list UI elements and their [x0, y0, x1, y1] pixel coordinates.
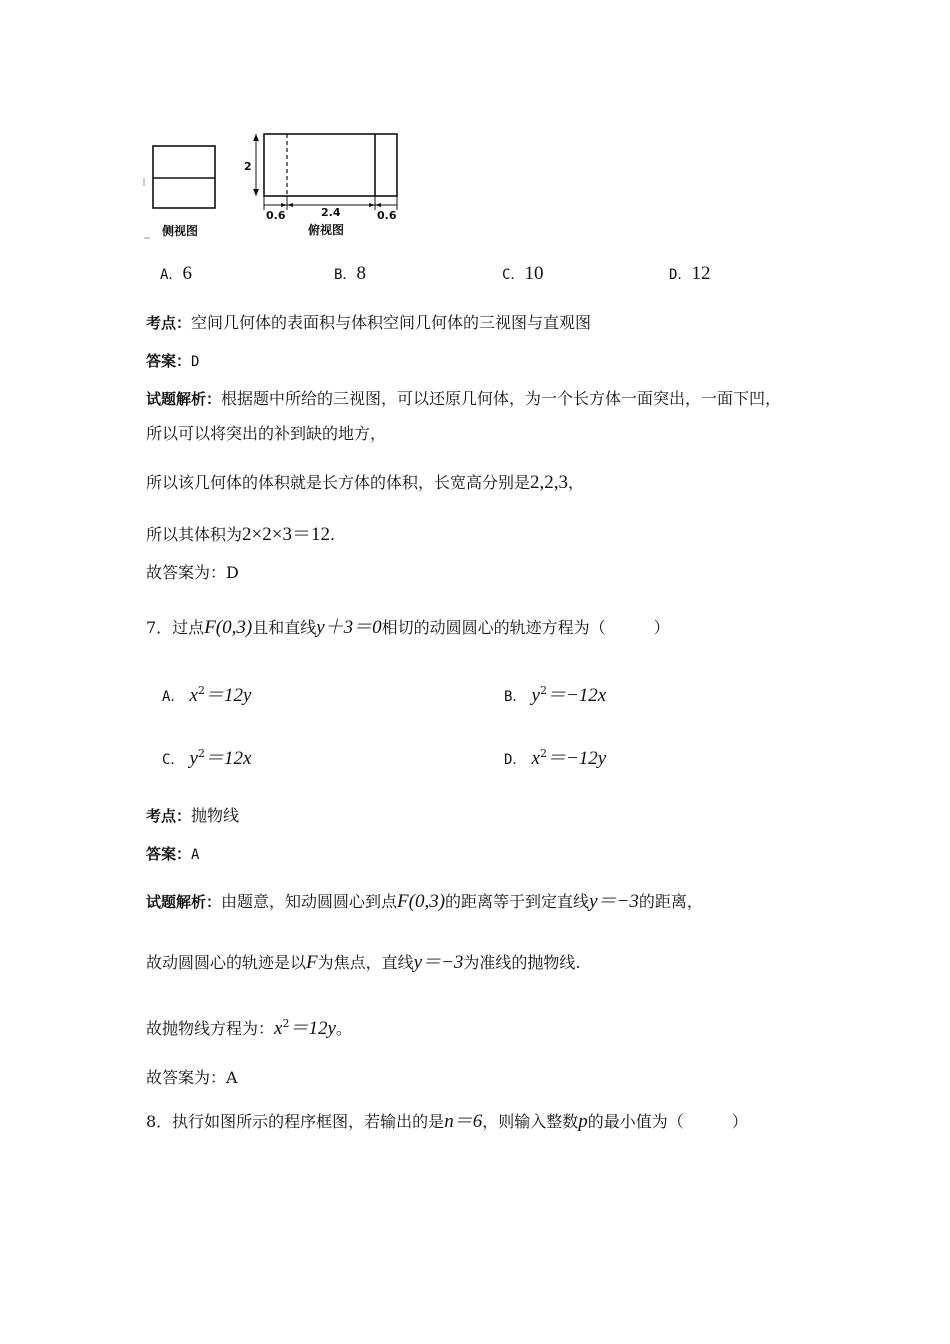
option-value: 8: [356, 263, 366, 284]
option-rhs: ＝−12x: [546, 685, 607, 706]
q6-option-b: [334, 263, 366, 285]
q7-analysis-line1: [146, 892, 703, 912]
option-rhs: ＝12y: [204, 685, 252, 706]
kaodian-label: 考点：: [146, 314, 192, 332]
option-lhs: y: [189, 748, 198, 769]
q6-final-answer: [146, 563, 239, 583]
q7-option-c: [162, 743, 251, 770]
stem-math-point: F(0,3): [204, 617, 253, 638]
dim-left-label: 0.6: [266, 209, 286, 222]
q7-analysis-line2: [146, 953, 581, 973]
kaodian-label: 考点：: [146, 807, 192, 825]
option-value: 12: [691, 263, 711, 284]
analysis-text: 由题意，知动圆圆心到点: [221, 892, 398, 911]
option-lhs: x: [531, 748, 540, 769]
side-view-rect: [153, 146, 215, 208]
stem-suffix: 的最小值为（ ）: [587, 1112, 748, 1131]
kaodian-text: 空间几何体的表面积与体积空间几何体的三视图与直观图: [191, 313, 592, 332]
analysis-math: 2,2,3: [530, 472, 569, 493]
analysis-sup: 2: [282, 1017, 290, 1030]
three-view-figure: [140, 128, 410, 246]
option-rhs: ＝−12y: [546, 748, 607, 769]
final-text: 故答案为：D: [146, 563, 239, 582]
arrow-1: [281, 203, 287, 207]
option-lhs: y: [531, 685, 540, 706]
analysis-text: 所以其体积为: [146, 525, 243, 544]
answer-label: 答案：: [146, 352, 192, 370]
analysis-label: 试题解析：: [146, 390, 222, 408]
analysis-math: y＝−3: [589, 891, 639, 912]
analysis-text: 所以可以将突出的补到缺的地方，: [146, 424, 387, 443]
q7-kaodian: [146, 806, 239, 826]
q7-option-d: [504, 743, 606, 770]
analysis-math: x: [274, 1018, 283, 1039]
dim-right-label: 0.6: [377, 209, 397, 222]
q6-answer: [146, 351, 199, 372]
analysis-text: 为焦点，直线: [317, 953, 414, 972]
option-letter: C．: [162, 752, 185, 768]
height-arrow-top: [253, 134, 259, 141]
arrow-3: [369, 203, 375, 207]
q7-answer: [146, 844, 199, 865]
analysis-math: 2×2×3＝12: [242, 524, 330, 545]
analysis-label: 试题解析：: [146, 893, 222, 911]
option-value: 6: [182, 263, 192, 284]
analysis-math: y＝−3: [413, 952, 464, 973]
stem-math-p: p: [578, 1111, 588, 1132]
q6-kaodian: [146, 313, 591, 333]
top-view-label: 俯视图: [308, 223, 345, 237]
option-sup: 2: [197, 747, 205, 760]
stem-math-n: n＝6: [444, 1111, 483, 1132]
stem-suffix: 相切的动圆圆心的轨迹方程为（ ）: [381, 618, 670, 637]
analysis-math: F(0,3): [397, 891, 446, 912]
option-sup: 2: [539, 684, 547, 697]
q7-analysis-line3: [146, 1014, 352, 1039]
q6-analysis-line2: [146, 424, 386, 444]
analysis-text: 所以该几何体的体积就是长方体的体积，长宽高分别是: [146, 473, 531, 492]
option-letter: A．: [160, 267, 183, 283]
option-rhs: ＝12x: [204, 748, 252, 769]
answer-value: D: [191, 354, 200, 370]
option-letter: B．: [334, 267, 357, 283]
q7-final-answer: [146, 1068, 238, 1088]
arrow-2: [287, 203, 293, 207]
analysis-text: 为准线的抛物线.: [463, 953, 581, 972]
analysis-text: 的距离等于到定直线: [445, 892, 590, 911]
option-letter: C．: [502, 267, 525, 283]
analysis-math: F: [306, 952, 318, 973]
option-letter: A．: [162, 689, 185, 705]
option-value: 10: [524, 263, 544, 284]
analysis-text: 故抛物线方程为：: [146, 1019, 275, 1038]
stem-mid: 且和直线: [252, 618, 317, 637]
q7-stem: [146, 618, 670, 638]
q6-option-a: [160, 263, 192, 285]
analysis-end: ，: [568, 473, 585, 492]
answer-value: A: [191, 847, 200, 863]
q6-analysis-line3: [146, 473, 584, 493]
top-view-rect: [264, 134, 397, 196]
stem-math-line: y＋3＝0: [316, 617, 382, 638]
option-letter: B．: [504, 689, 527, 705]
analysis-math: ＝12y: [289, 1018, 336, 1039]
analysis-text: 故动圆圆心的轨迹是以: [146, 953, 307, 972]
analysis-text: 的距离，: [638, 892, 703, 911]
arrow-4: [375, 203, 381, 207]
height-arrow-bottom: [253, 189, 259, 196]
q6-analysis-line4: [146, 525, 335, 545]
analysis-text: 根据题中所给的三视图，可以还原几何体，为一个长方体一面突出，一面下凹，: [221, 389, 782, 408]
stem-prefix: 7．过点: [146, 618, 205, 637]
stem-prefix: 8．执行如图所示的程序框图，若输出的是: [146, 1112, 445, 1131]
q8-stem: [146, 1112, 748, 1132]
option-letter: D．: [669, 267, 692, 283]
option-lhs: x: [189, 685, 198, 706]
height-dim-label: 2: [244, 160, 252, 173]
stem-mid: ，则输入整数: [482, 1112, 579, 1131]
analysis-end: 。: [335, 1019, 352, 1038]
option-sup: 2: [197, 684, 205, 697]
option-letter: D．: [504, 752, 527, 768]
q6-analysis-line1: [146, 389, 781, 409]
q6-option-c: [502, 263, 543, 285]
answer-label: 答案：: [146, 845, 192, 863]
option-sup: 2: [539, 747, 547, 760]
analysis-end: .: [329, 525, 336, 544]
final-text: 故答案为：A: [146, 1068, 238, 1087]
q7-option-b: [504, 680, 606, 707]
kaodian-text: 抛物线: [191, 806, 240, 825]
q6-option-d: [669, 263, 710, 285]
dim-mid-label: 2.4: [321, 206, 341, 219]
q7-option-a: [162, 680, 251, 707]
side-view-label: 侧视图: [162, 224, 199, 238]
three-view-drawing: [140, 128, 410, 246]
